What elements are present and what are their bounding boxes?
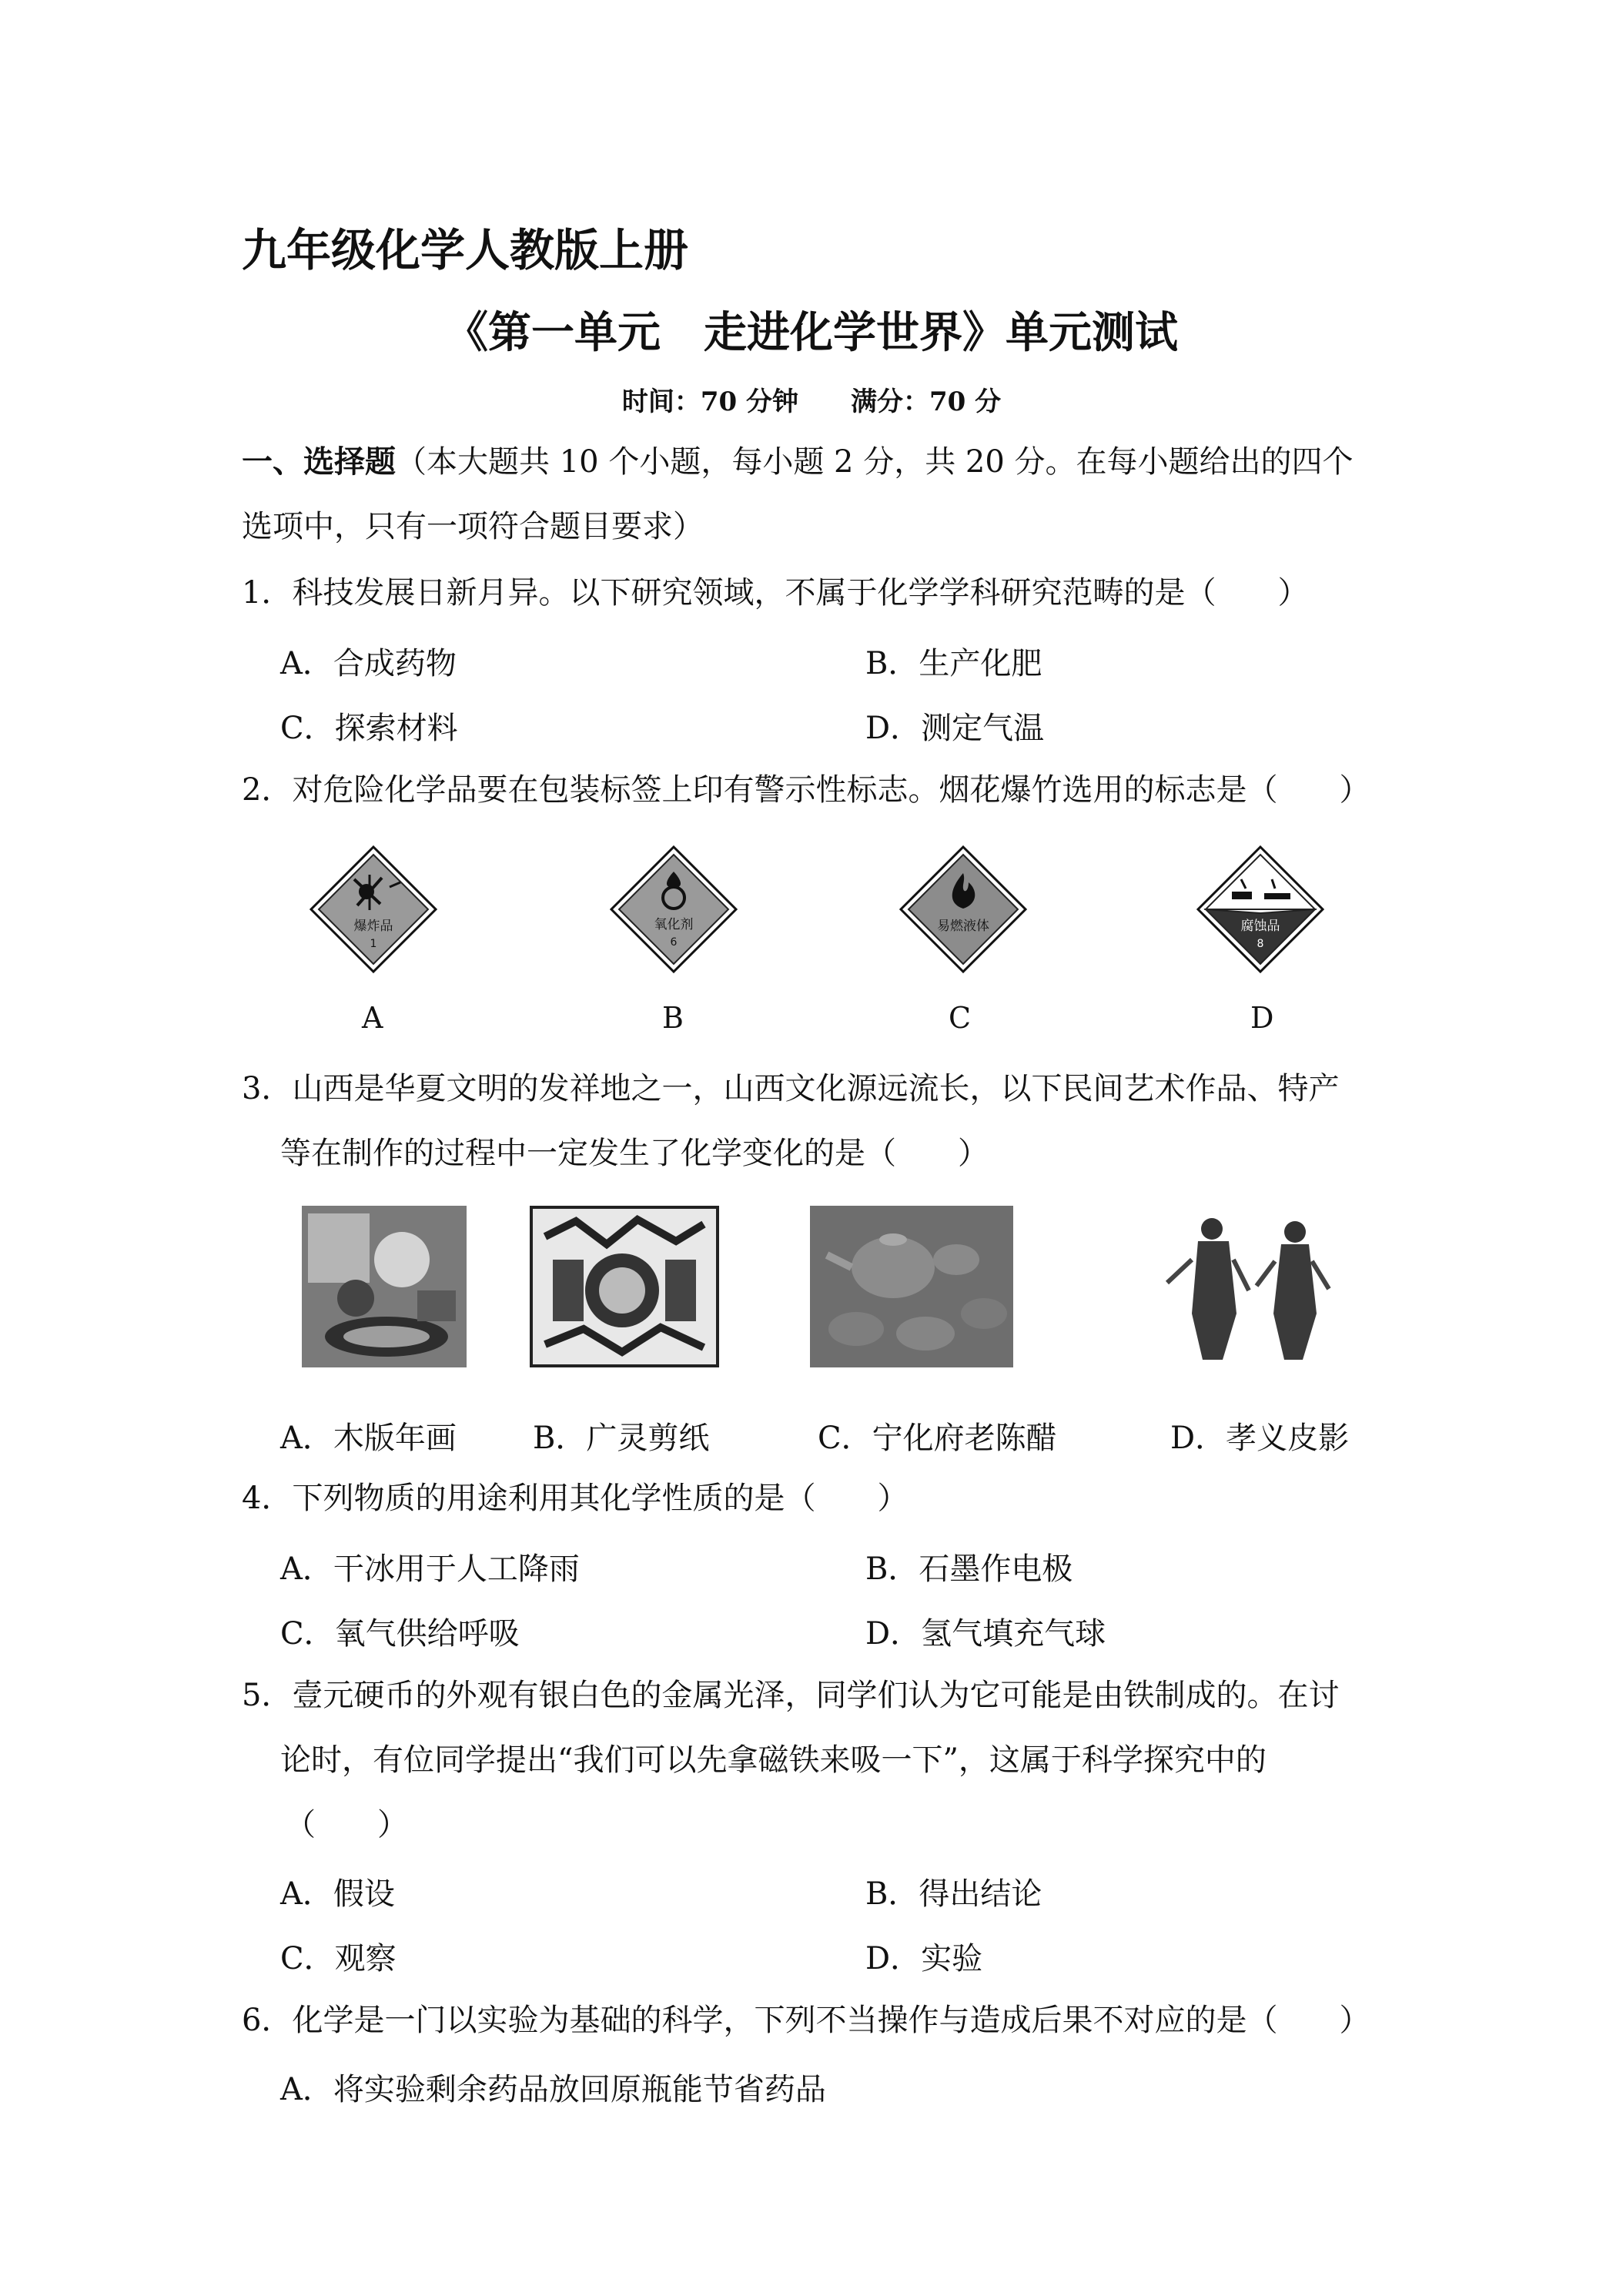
question-3-stem-line1: 3．山西是华夏文明的发祥地之一，山西文化源远流长，以下民间艺术作品、特产 [242,1071,1340,1106]
sign-d-label: D [1250,1001,1274,1035]
sign-b-label: B [662,1001,684,1035]
woodblock-print-image [302,1206,467,1367]
hazard-sign-d [1195,844,1326,975]
document-title: 九年级化学人教版上册 [242,224,689,276]
paper-cutting-image [530,1206,719,1367]
q5-option-d: D．实验 [865,1941,983,1976]
q3-option-a: A．木版年画 [280,1421,457,1456]
flammable-liquid-icon [898,844,1029,975]
vinegar-teapot-image [810,1206,1013,1367]
q4-option-d: D．氢气填充气球 [865,1616,1106,1652]
section-title: 一、选择题 [242,444,396,480]
q3-option-b: B．广灵剪纸 [533,1421,710,1456]
question-5-stem-line2: 论时，有位同学提出“我们可以先拿磁铁来吸一下”，这属于科学探究中的 [280,1742,1267,1778]
question-5-stem-line3: （ ） [285,1807,408,1842]
sign-b-text: 氧化剂 [654,917,694,932]
sign-c-label: C [949,1001,972,1035]
q4-option-a: A．干冰用于人工降雨 [280,1551,580,1587]
q1-option-c: C．探索材料 [280,711,458,746]
question-4-stem: 4．下列物质的用途利用其化学性质的是（ ） [242,1481,909,1516]
q5-option-b: B．得出结论 [865,1876,1042,1912]
question-3-stem-line2: 等在制作的过程中一定发生了化学变化的是（ ） [280,1136,989,1171]
sign-c-text: 易燃液体 [937,919,989,934]
section-desc-line1: （本大题共 10 个小题，每小题 2 分，共 20 分。在每小题给出的四个 [396,444,1354,480]
q1-option-d: D．测定气温 [865,711,1045,746]
question-2-stem: 2．对危险化学品要在包装标签上印有警示性标志。烟花爆竹选用的标志是（ ） [242,772,1370,808]
q5-option-c: C．观察 [280,1941,397,1976]
question-5-stem-line1: 5．壹元硬币的外观有银白色的金属光泽，同学们认为它可能是由铁制成的。在讨 [242,1678,1340,1713]
question-6-stem: 6．化学是一门以实验为基础的科学，下列不当操作与造成后果不对应的是（ ） [242,2003,1370,2038]
sign-a-number: 1 [370,938,377,950]
corrosive-icon [1195,844,1326,975]
question-1-stem: 1．科技发展日新月异。以下研究领域，不属于化学学科研究范畴的是（ ） [242,575,1309,611]
sign-b-number: 6 [670,936,678,949]
q4-option-c: C．氧气供给呼吸 [280,1616,520,1652]
oxidizer-icon [608,844,739,975]
section-desc-line2: 选项中，只有一项符合题目要求） [242,509,704,544]
exam-meta: 时间：70 分钟 满分：70 分 [621,387,1002,417]
q4-option-b: B．石墨作电极 [865,1551,1073,1587]
sign-d-number: 8 [1257,938,1264,950]
sign-d-text: 腐蚀品 [1240,919,1280,934]
document-subtitle: 《第一单元 走进化学世界》单元测试 [445,308,1178,358]
hazard-sign-a [308,844,439,975]
section-heading [242,440,1354,484]
q3-option-d: D．孝义皮影 [1170,1421,1350,1456]
q5-option-a: A．假设 [280,1876,395,1912]
sign-a-label: A [362,1001,383,1035]
q1-option-b: B．生产化肥 [865,646,1042,681]
hazard-sign-b [608,844,739,975]
hazard-sign-c [898,844,1029,975]
q1-option-a: A．合成药物 [280,646,457,681]
q3-option-c: C．宁化府老陈醋 [818,1421,1057,1456]
explosive-icon [308,844,439,975]
q6-option-a: A．将实验剩余药品放回原瓶能节省药品 [280,2072,826,2107]
sign-a-text: 爆炸品 [353,919,393,934]
shadow-puppet-image [1152,1206,1337,1367]
